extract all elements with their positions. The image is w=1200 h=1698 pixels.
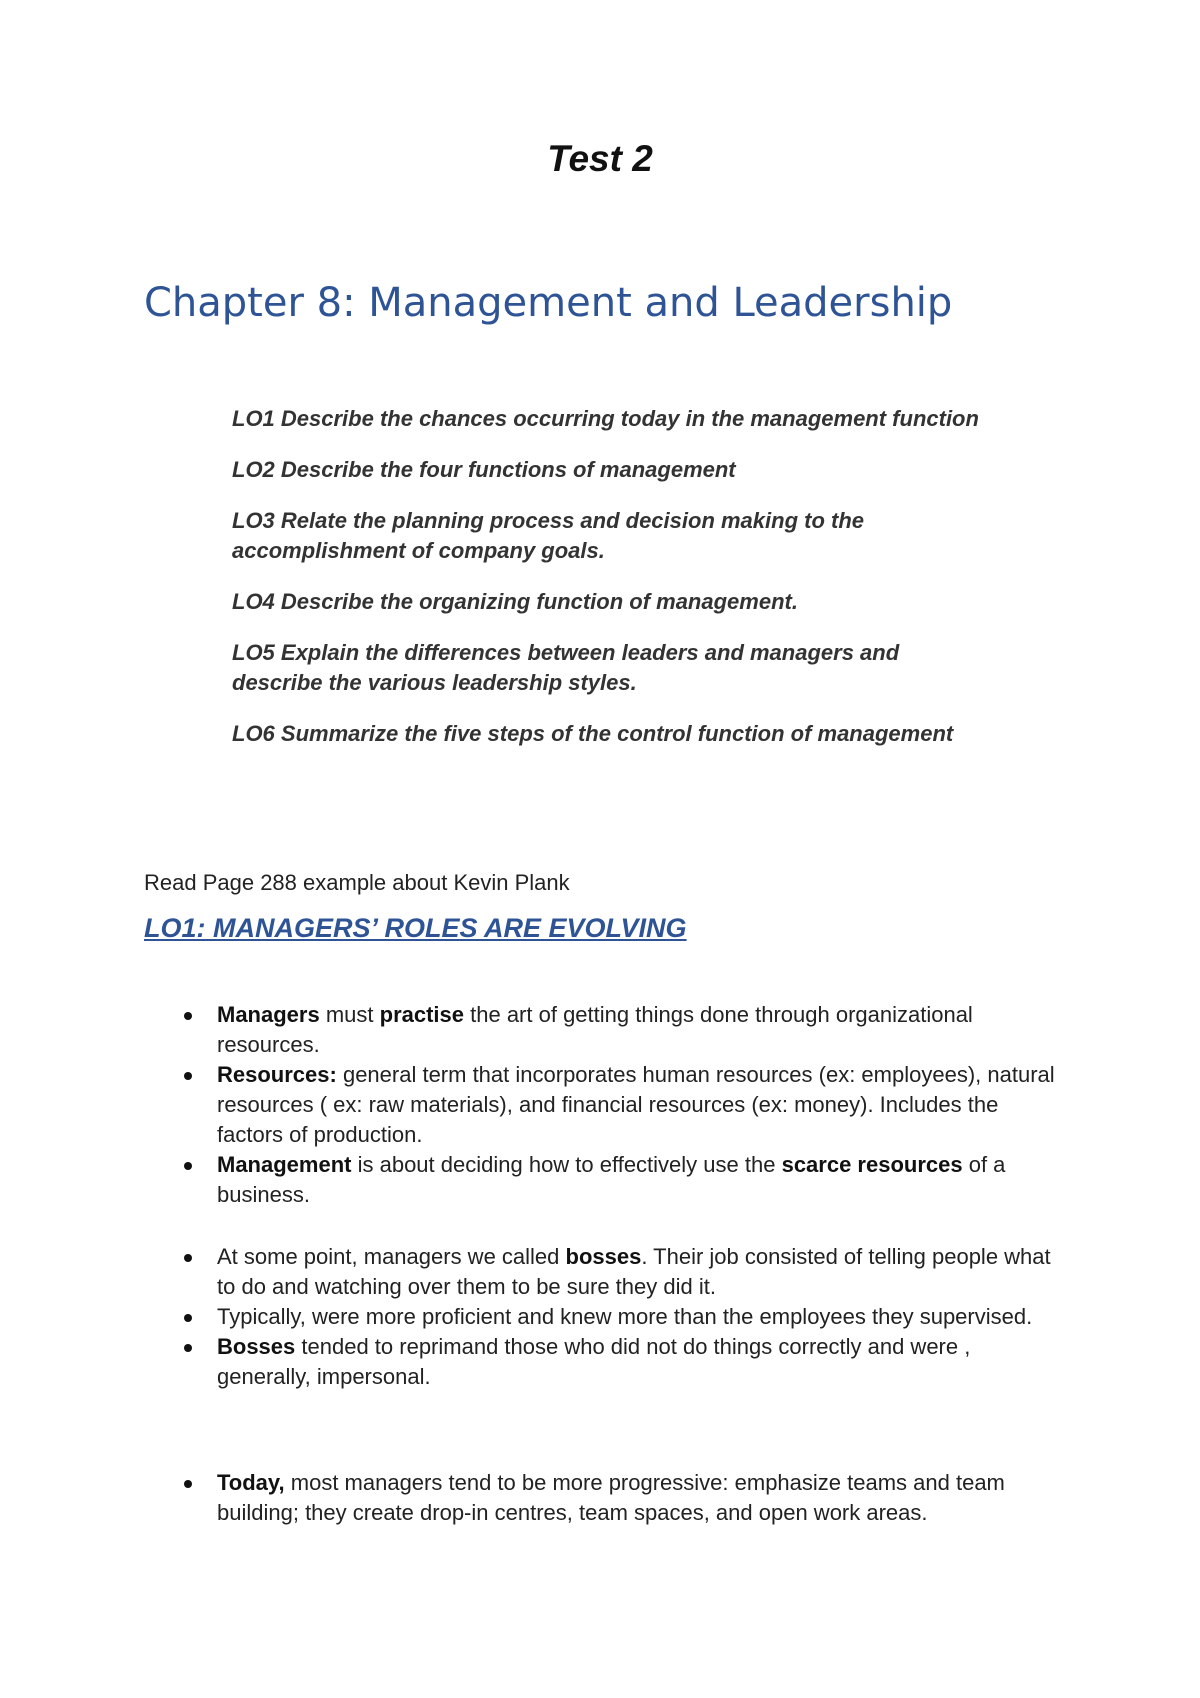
objective-item: LO5 Explain the differences between leaders and managers and describe the various leadership styles. (232, 640, 900, 695)
bold-term: Bosses (217, 1334, 296, 1359)
bullet-dot-icon (184, 1012, 192, 1020)
bullet-item (0, 1332, 1200, 1392)
bullet-text: must (319, 1002, 380, 1027)
bold-term: Managers (217, 1002, 320, 1027)
bullet-dot-icon (184, 1072, 192, 1080)
reading-note: Read Page 288 example about Kevin Plank (144, 870, 570, 895)
objective-item: LO4 Describe the organizing function of management. (232, 589, 798, 614)
bullet-text: Typically, were more proficient and knew more than the employees they supervised. (217, 1304, 1033, 1329)
objective-item: LO6 Summarize the five steps of the control function of management (232, 721, 954, 746)
bullet-item (0, 1000, 1200, 1060)
bullet-text: is about deciding how to effectively use the (351, 1152, 782, 1177)
bullet-list-bosses (0, 1242, 1200, 1392)
objective-item: LO1 Describe the chances occurring today in the management function (232, 406, 979, 431)
bullet-item (0, 1242, 1200, 1302)
bullet-text: of a business. (217, 1152, 1006, 1207)
bold-term: Today, (217, 1470, 285, 1495)
bold-term: bosses (565, 1244, 642, 1269)
bullet-item (0, 1468, 1200, 1528)
bullet-item (0, 1150, 1200, 1210)
bullet-text: . Their job consisted of telling people what to do and watching over them to be sure they did it. (217, 1244, 1051, 1299)
bullet-text: general term that incorporates human resources (ex: employees), natural resources ( ex: raw materials), and financial resources (ex: money). Includes the factors of production. (217, 1062, 1055, 1147)
learning-objectives-list (232, 404, 992, 770)
bullet-dot-icon (184, 1480, 192, 1488)
chapter-title: Chapter 8: Management and Leadership (144, 280, 953, 326)
bullet-text: the art of getting things done through organizational resources. (217, 1002, 973, 1057)
bullet-dot-icon (184, 1314, 192, 1322)
bullet-text: At some point, managers we called (217, 1244, 566, 1269)
section-heading: LO1: MANAGERS’ ROLES ARE EVOLVING (144, 913, 687, 943)
objective-item: LO2 Describe the four functions of management (232, 457, 736, 482)
bullet-item (0, 1060, 1200, 1150)
bullet-dot-icon (184, 1254, 192, 1262)
bold-term: scarce resources (781, 1152, 963, 1177)
bullet-list-today (0, 1468, 1200, 1528)
bullet-text: tended to reprimand those who did not do things correctly and were , generally, impersonal. (217, 1334, 971, 1389)
bullet-list-managers (0, 1000, 1200, 1210)
objective-item: LO3 Relate the planning process and decision making to the accomplishment of company goals. (232, 508, 865, 563)
bold-term: practise (379, 1002, 465, 1027)
bullet-item (0, 1302, 1200, 1332)
document-title: Test 2 (547, 138, 653, 179)
bullet-dot-icon (184, 1344, 192, 1352)
bullet-text: most managers tend to be more progressive: emphasize teams and team building; they create drop-in centres, team spaces, and open work areas. (217, 1470, 1005, 1525)
bold-term: Resources: (217, 1062, 337, 1087)
bold-term: Management (217, 1152, 352, 1177)
bullet-dot-icon (184, 1162, 192, 1170)
